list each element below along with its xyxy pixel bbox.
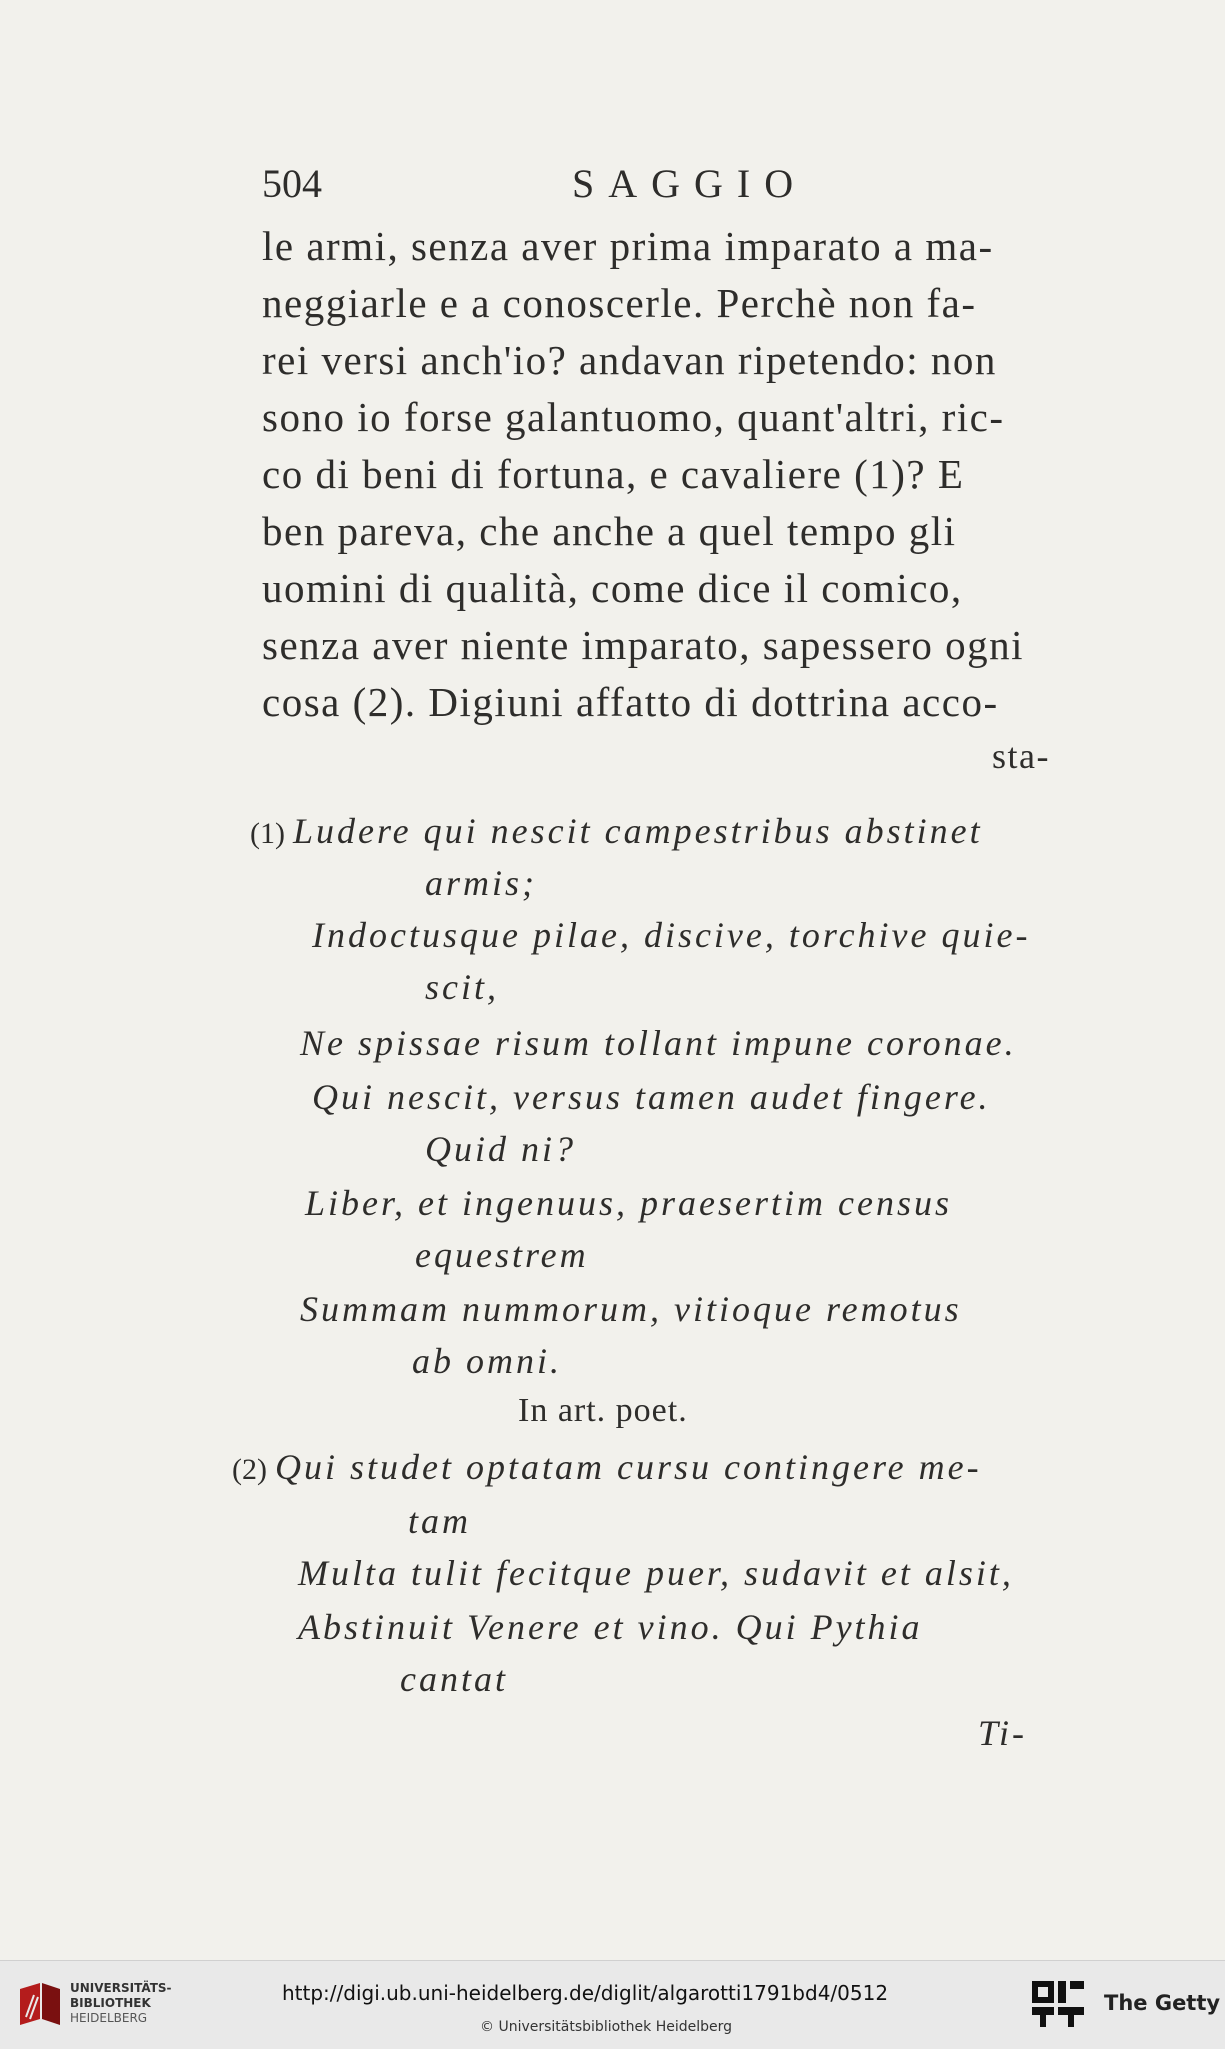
catchword: sta-	[992, 736, 1050, 776]
body-line: cosa (2). Digiuni affatto di dottrina acco-	[262, 679, 999, 725]
footnote-2-line: Abstinuit Venere et vino. Qui Pythia	[298, 1607, 923, 1647]
body-line: co di beni di fortuna, e cavaliere (1)? E	[262, 451, 965, 497]
footnote-2-line: cantat	[400, 1659, 508, 1699]
body-line: le armi, senza aver prima imparato a ma-	[262, 223, 994, 269]
footnote-2-text: Qui studet optatam cursu contingere me-	[274, 1447, 982, 1487]
footnote-1-line: Qui nescit, versus tamen audet fingere.	[312, 1077, 991, 1117]
body-line: rei versi anch'io? andavan ripetendo: non	[262, 337, 997, 383]
body-line: neggiarle e a conoscerle. Perchè non fa-	[262, 280, 977, 326]
footnote-2-mark: (2)	[232, 1453, 267, 1486]
footnote-catchword: Ti-	[978, 1713, 1028, 1753]
footnote-2-line: Multa tulit fecitque puer, sudavit et alsit,	[298, 1553, 1014, 1593]
footnote-1-mark: (1)	[250, 817, 285, 850]
footnote-1-text: Ludere qui nescit campestribus abstinet	[292, 811, 983, 851]
body-line: senza aver niente imparato, sapessero ogni	[262, 622, 1025, 668]
library-name-line: UNIVERSITÄTS-	[70, 1981, 172, 1995]
body-line: sono io forse galantuomo, quant'altri, ric-	[262, 394, 1005, 440]
footnote-1-line: Liber, et ingenuus, praesertim census	[305, 1183, 952, 1223]
footnote-1-line: Ne spissae risum tollant impune coronae.	[300, 1023, 1017, 1063]
footnote-1-line: Quid ni?	[425, 1129, 577, 1169]
library-name-line: HEIDELBERG	[70, 2011, 148, 2025]
footnote-1-line: Summam nummorum, vitioque remotus	[300, 1289, 962, 1329]
partner-name: The Getty	[1104, 1991, 1221, 2015]
footnote-1-line: scit,	[425, 967, 499, 1007]
permalink[interactable]: http://digi.ub.uni-heidelberg.de/diglit/algarotti1791bd4/0512	[282, 1981, 889, 2005]
library-name	[70, 1981, 172, 2026]
university-library-logo-icon	[14, 1979, 66, 2031]
footnote-1-line	[250, 810, 983, 852]
body-line: uomini di qualità, come dice il comico,	[262, 565, 963, 611]
viewer-footer	[0, 1960, 1225, 2049]
footnote-1-source: In art. poet.	[518, 1392, 688, 1429]
body-line: ben pareva, che anche a quel tempo gli	[262, 508, 957, 554]
footnote-1-line: armis;	[425, 863, 538, 903]
footnote-1-line: ab omni.	[412, 1341, 562, 1381]
running-title: SAGGIO	[572, 161, 808, 206]
page-number: 504	[262, 161, 322, 206]
footnote-2-line: tam	[408, 1501, 471, 1541]
footnote-1-line: Indoctusque pilae, discive, torchive quie-	[312, 915, 1031, 955]
getty-logo-icon	[1030, 1979, 1086, 2029]
library-name-line: BIBLIOTHEK	[70, 1996, 151, 2010]
footnote-1-line: equestrem	[415, 1235, 589, 1275]
footnote-2-line	[232, 1446, 982, 1488]
copyright-notice: © Universitätsbibliothek Heidelberg	[480, 2019, 733, 2035]
